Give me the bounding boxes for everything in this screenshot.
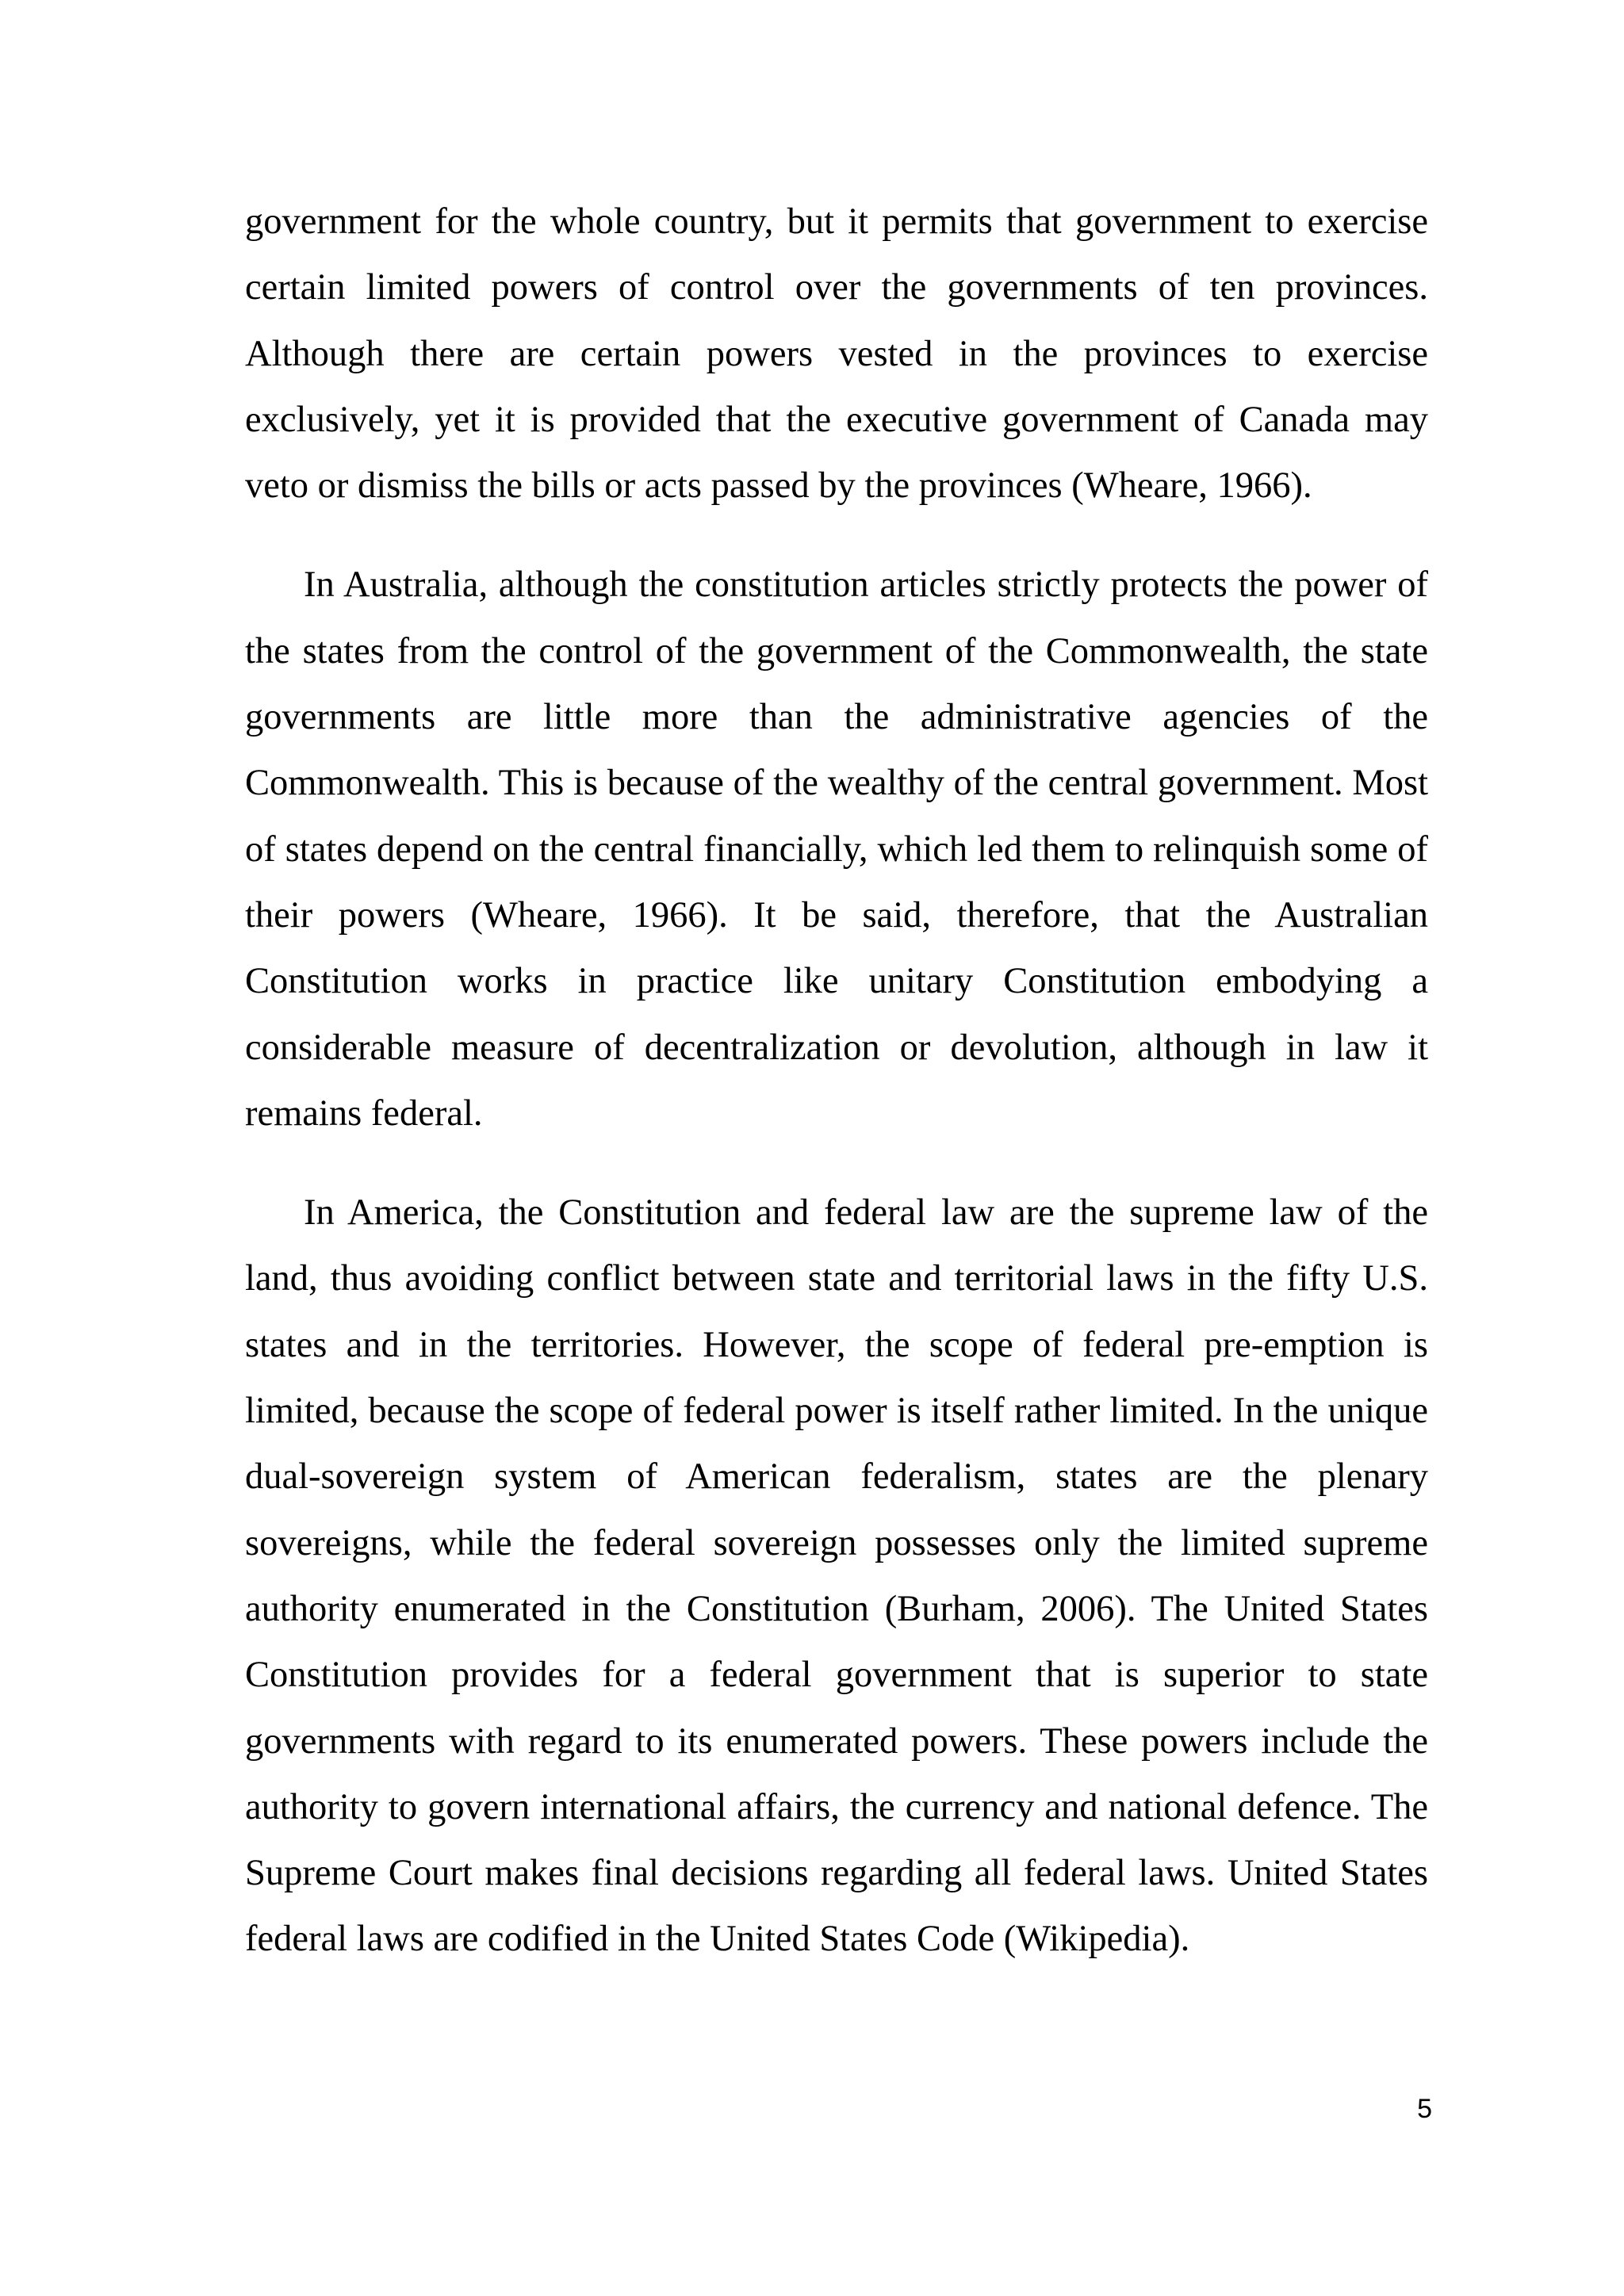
body-text [245, 189, 1428, 1973]
paragraph-australia: In Australia, although the constitution articles strictly protects the power of the states from the control of the government of the Commonwealth, the state governments are little more than the administrative agencies of the Commonwealth. This is because of the wealthy of the central government. Most of states depend on the central financially, which led them to relinquish some of their powers (Wheare, 1966). It be said, therefore, that the Australian Constitution works in practice like unitary Constitution embodying a considerable measure of decentralization or devolution, although in law it remains federal. [245, 564, 1428, 1134]
page-number: 5 [1417, 2094, 1432, 2124]
paragraph-canada: government for the whole country, but it permits that government to exercise certain limited powers of control over the governments of ten provinces. Although there are certain powers vested in the provinces to exercise exclusively, yet it is provided that the executive government of Canada may veto or dismiss the bills or acts passed by the provinces (Wheare, 1966). [245, 201, 1428, 507]
paragraph-america: In America, the Constitution and federal law are the supreme law of the land, thus avoiding conflict between state and territorial laws in the fifty U.S. states and in the territories. However, the scope of federal pre-emption is limited, because the scope of federal power is itself rather limited. In the unique dual-sovereign system of American federalism, states are the plenary sovereigns, while the federal sovereign possesses only the limited supreme authority enumerated in the Constitution (Burham, 2006). The United States Constitution provides for a federal government that is superior to state governments with regard to its enumerated powers. These powers include the authority to govern international affairs, the currency and national defence. The Supreme Court makes final decisions regarding all federal laws. United States federal laws are codified in the United States Code (Wikipedia). [245, 1192, 1428, 1960]
